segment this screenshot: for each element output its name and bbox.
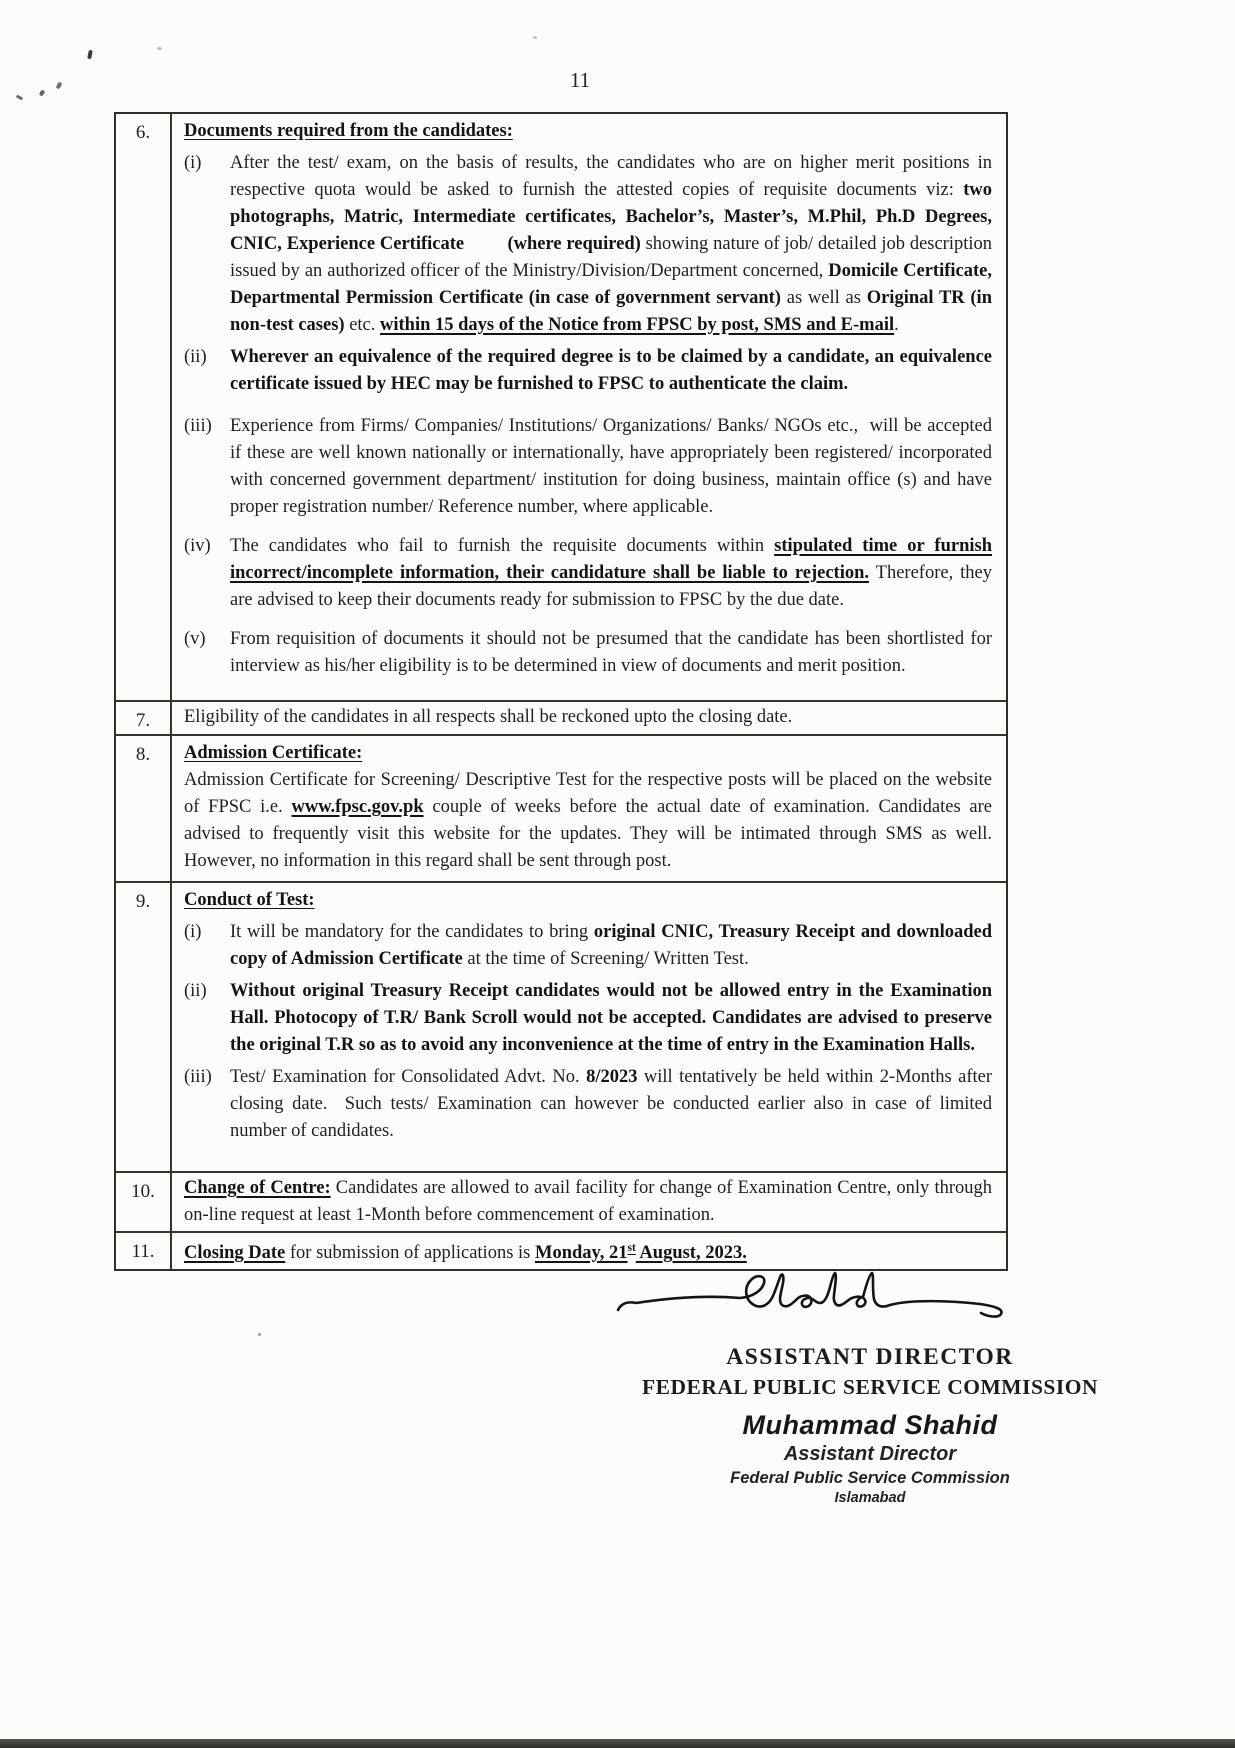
item-text: Test/ Examination for Consolidated Advt. No. 8/2023 will tentatively be held within 2-Months after closing date. Such tests/ Examination can however be conducted earlier also in case of limited number of candidates.	[230, 1067, 992, 1141]
row-content-cell	[172, 114, 1006, 700]
item-label: (v)	[184, 629, 206, 649]
item-label: (iv)	[184, 536, 211, 556]
item-text: From requisition of documents it should not be presumed that the candidate has been shortlisted for interview as his/her eligibility is to be determined in view of documents and merit position.	[230, 629, 992, 676]
page-number: 11	[569, 68, 591, 92]
signature-scribble	[612, 1270, 1048, 1336]
stamp-city: Islamabad	[834, 1490, 906, 1506]
signatory-organization: FEDERAL PUBLIC SERVICE COMMISSION	[642, 1375, 1098, 1399]
list-item-iv	[184, 533, 992, 614]
stamp-organization: Federal Public Service Commission	[730, 1469, 1010, 1487]
notice-table	[114, 112, 1008, 1271]
list-item-v	[184, 626, 992, 680]
table-row-8	[116, 734, 1006, 881]
list-item-ii	[184, 978, 992, 1059]
row-number-cell: 9.	[116, 883, 172, 1171]
table-row-10	[116, 1171, 1006, 1231]
scan-artifact	[16, 95, 24, 101]
row-number-cell: 8.	[116, 736, 172, 881]
row-content-cell	[172, 883, 1006, 1171]
row-number-cell: 10.	[116, 1173, 172, 1231]
item-label: (ii)	[184, 981, 207, 1001]
scan-artifact	[87, 50, 93, 60]
scan-artifact	[56, 81, 63, 89]
section-heading-admission-certificate: Admission Certificate:	[184, 743, 363, 763]
row-content-cell: Eligibility of the candidates in all respects shall be reckoned upto the closing date.	[184, 707, 793, 727]
item-label: (iii)	[184, 1067, 212, 1087]
signature-block	[575, 1344, 1165, 1400]
table-row-9	[116, 881, 1006, 1171]
item-text: It will be mandatory for the candidates to bring original CNIC, Treasury Receipt and downloaded copy of Admission Certificate at the time of Screening/ Written Test.	[230, 922, 992, 969]
item-label: (iii)	[184, 416, 212, 436]
scan-artifact	[39, 89, 46, 96]
list-item-ii	[184, 344, 992, 398]
item-text: After the test/ exam, on the basis of results, the candidates who are on higher merit positions in respective quota would be asked to furnish the attested copies of requisite documents viz: two photographs, Matric, Intermediate certificates, Bachelor’s, Master’s, M.Phil, Ph.D Degrees, CNIC, Experience Certificate (where required) showing nature of job/ detailed job description issued by an authorized officer of the Ministry/Division/Department concerned, Domicile Certificate, Departmental Permission Certificate (in case of government servant) as well as Original TR (in non-test cases) etc. within 15 days of the Notice from FPSC by post, SMS and E-mail.	[230, 153, 993, 335]
item-text: The candidates who fail to furnish the requisite documents within stipulated time or furnish incorrect/incomplete information, their candidature shall be liable to rejection. Therefore, they are advised to keep their documents ready for submission to FPSC by the due date.	[230, 536, 993, 610]
item-text: Experience from Firms/ Companies/ Institutions/ Organizations/ Banks/ NGOs etc., will be accepted if these are well known nationally or internationally, have appropriately been registered/ incorporated with concerned government department/ institution for doing business, maintain office (s) and have proper registration number/ Reference number, where applicable.	[230, 416, 992, 517]
official-stamp	[640, 1410, 1100, 1506]
section-heading-documents-required: Documents required from the candidates:	[184, 121, 513, 141]
scan-artifact	[157, 47, 162, 50]
handwritten-signature	[612, 1270, 1048, 1336]
item-label: (i)	[184, 922, 202, 942]
scan-artifact	[533, 36, 537, 39]
row-number-cell: 7.	[116, 702, 172, 734]
row-number-cell: 6.	[116, 114, 172, 700]
item-label: (i)	[184, 153, 202, 173]
section-heading-conduct-of-test: Conduct of Test:	[184, 890, 315, 910]
row-content-cell: Change of Centre: Candidates are allowed to avail facility for change of Examination Centre, only through on-line request at least 1-Month before commencement of examination.	[184, 1178, 992, 1225]
signatory-title: ASSISTANT DIRECTOR	[726, 1344, 1014, 1370]
list-item-iii	[184, 413, 992, 521]
section-text: Admission Certificate for Screening/ Descriptive Test for the respective posts will be placed on the website of FPSC i.e. www.fpsc.gov.pk couple of weeks before the actual date of examination. Candidates are advised to frequently visit this website for the updates. They will be intimated through SMS as well. However, no information in this regard shall be sent through post.	[184, 770, 992, 871]
item-text: Wherever an equivalence of the required degree is to be claimed by a candidate, an equivalence certificate issued by HEC may be furnished to FPSC to authenticate the claim.	[230, 347, 992, 394]
scan-edge	[0, 1739, 1235, 1748]
list-item-i	[184, 919, 992, 973]
scan-artifact	[258, 1333, 261, 1336]
row-content-cell: Closing Date for submission of applications is Monday, 21st August, 2023.	[184, 1242, 747, 1264]
list-item-iii	[184, 1064, 992, 1145]
table-row-11	[116, 1231, 1006, 1269]
stamp-designation: Assistant Director	[783, 1443, 957, 1465]
item-text: Without original Treasury Receipt candidates would not be allowed entry in the Examination Hall. Photocopy of T.R/ Bank Scroll would not be accepted. Candidates are advised to preserve the original T.R so as to avoid any inconvenience at the time of entry in the Examination Halls.	[230, 981, 992, 1055]
list-item-i	[184, 150, 992, 339]
table-row-6	[116, 114, 1006, 700]
row-content-cell	[172, 736, 1006, 881]
row-number-cell: 11.	[116, 1233, 172, 1269]
stamp-name: Muhammad Shahid	[742, 1410, 998, 1440]
item-label: (ii)	[184, 347, 207, 367]
table-row-7	[116, 700, 1006, 734]
